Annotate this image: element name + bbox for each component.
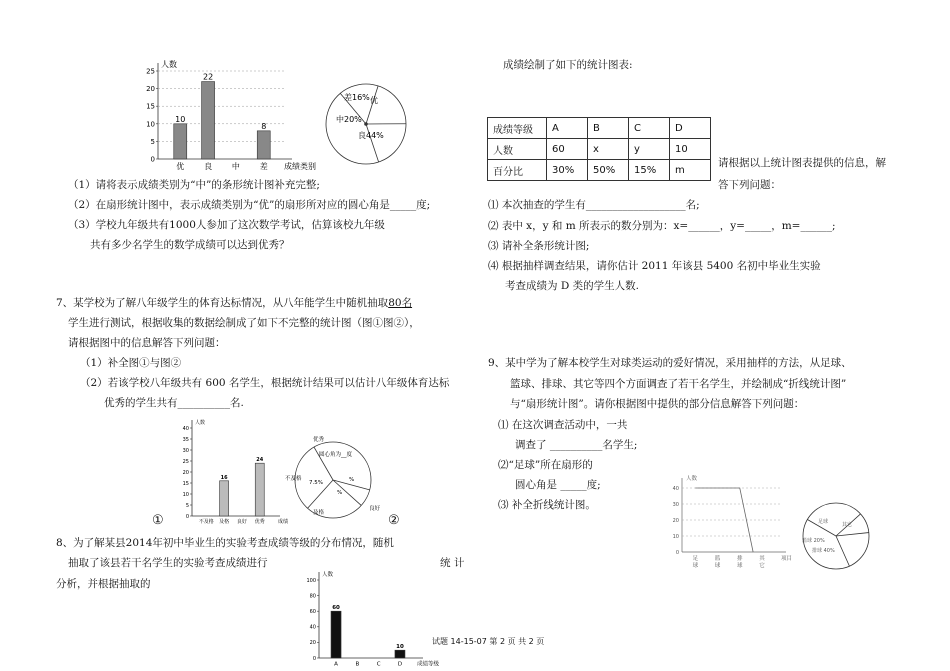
- table-cell: 成绩等级: [488, 118, 547, 139]
- y-tick-label: 20: [672, 518, 679, 524]
- y-tick-label: 20: [146, 85, 155, 94]
- x-tick-label: D: [397, 661, 403, 668]
- x-tick-label: 优: [176, 162, 185, 171]
- figure-1-label: ①: [152, 513, 164, 528]
- table-row: [488, 160, 711, 181]
- bar: [257, 131, 270, 159]
- y-tick-label: 25: [182, 458, 189, 465]
- q8-side-2: 答下列问题：: [718, 179, 781, 191]
- table-cell: 10: [670, 139, 711, 160]
- q8-stem: 8、为了解某县2014年初中毕业生的实验考查成绩等级的分布情况，随机: [56, 537, 394, 549]
- x-axis-label: 成绩类别: [284, 162, 316, 171]
- y-axis-label: 人数: [322, 572, 334, 578]
- pie-slice-label: %: [337, 490, 343, 496]
- pie-slice-label: 排球 40%: [812, 548, 835, 554]
- pie-center-dot: [364, 122, 368, 126]
- q8-part-2: ⑵ 表中 x，y 和 m 所表示的数分别为：x=______，y=_____，m=______;: [488, 220, 836, 232]
- y-tick-label: 20: [182, 469, 189, 476]
- y-tick-label: 10: [182, 491, 189, 498]
- pie-slice-label: 足球: [818, 519, 829, 525]
- y-tick-label: 20: [309, 640, 316, 647]
- x-axis-label: 成绩等级: [416, 661, 439, 668]
- x-tick-label: 篮: [714, 556, 721, 562]
- bar-value-label: 60: [332, 605, 340, 612]
- bar-value-label: 24: [256, 457, 264, 464]
- table-cell: 百分比: [488, 160, 547, 181]
- x-tick-label: A: [334, 661, 338, 668]
- y-tick-label: 30: [182, 447, 189, 454]
- y-tick-label: 25: [146, 67, 155, 76]
- table-row: [488, 139, 711, 160]
- x-tick-label: 球: [692, 563, 699, 569]
- q7-part-1: （1）补全图①与图②: [80, 357, 182, 369]
- x-tick-label: 足: [692, 556, 699, 562]
- pie-slice-label: 篮球 20%: [802, 538, 825, 544]
- table-cell: C: [629, 118, 670, 139]
- y-axis-label: 人数: [686, 476, 698, 482]
- q8-part-3: ⑶ 请补全条形统计图;: [488, 240, 590, 252]
- x-axis-label: 成绩: [277, 519, 288, 525]
- x-tick-label: 不及格: [198, 519, 214, 525]
- q8-part-1: ⑴ 本次抽查的学生有___________________名;: [488, 199, 700, 211]
- q9-part-3: ⑶ 补全折线统计图。: [498, 499, 596, 511]
- q8-stem-3: 统 计: [440, 557, 465, 569]
- y-tick-label: 100: [306, 577, 316, 584]
- table-cell: 15%: [629, 160, 670, 181]
- y-axis-label: 人数: [161, 60, 177, 69]
- pie-slice-label: 中20%: [336, 115, 362, 124]
- bar-value-label: 10: [175, 114, 186, 124]
- bar: [202, 82, 215, 159]
- bar: [174, 124, 187, 159]
- q7-stem: [56, 296, 412, 310]
- y-tick-label: 15: [146, 102, 155, 111]
- bar-value-label: 8: [261, 121, 267, 131]
- pie-slice-label: 7.5%: [309, 480, 323, 486]
- q7-stem-3: 请根据图中的信息解答下列问题：: [68, 337, 226, 349]
- grade-table: [487, 117, 711, 181]
- table-row: [488, 118, 711, 139]
- table-cell: A: [547, 118, 588, 139]
- y-tick-label: 15: [182, 480, 189, 487]
- figure-2-label: ②: [388, 513, 400, 528]
- page-footer: 试题 14-15-07 第 2 页 共 2 页: [432, 637, 545, 646]
- q7-stem-text: 7、某学校为了解八年级学生的体育达标情况，从八年能学生中随机抽取: [56, 297, 389, 309]
- bar-value-label: 16: [220, 474, 228, 481]
- x-tick-label: C: [376, 661, 381, 668]
- x-tick-label: B: [355, 661, 360, 668]
- y-tick-label: 40: [672, 486, 679, 492]
- pie-slice-label: 优秀: [313, 437, 325, 443]
- table-cell: 30%: [547, 160, 588, 181]
- x-tick-label: 优秀: [254, 519, 265, 525]
- q9-part-1: ⑴ 在这次调查活动中，一共: [498, 419, 628, 431]
- table-cell: 人数: [488, 139, 547, 160]
- table-cell: B: [588, 118, 629, 139]
- q9-stem-2: 篮球、排球、其它等四个方面调查了若干名学生，并绘制成“折线统计图”: [510, 378, 847, 390]
- pie-slice-label: 良好: [369, 506, 381, 512]
- bar-value-label: 22: [202, 72, 214, 82]
- q9-stem: 9、某中学为了解本校学生对球类运动的爱好情况，采用抽样的方法，从足球、: [488, 357, 852, 369]
- x-tick-label: 球: [714, 563, 721, 569]
- pie-slice-label: 不及格: [285, 476, 302, 482]
- bar: [331, 611, 341, 658]
- q9-stem-3: 与“扇形统计图”。请你根据图中提供的部分信息解答下列问题：: [510, 398, 805, 410]
- y-axis-label: 人数: [195, 420, 206, 426]
- pie-slice-label: 良44%: [358, 131, 384, 140]
- table-cell: y: [629, 139, 670, 160]
- x-tick-label: 良好: [236, 519, 247, 525]
- y-tick-label: 0: [185, 513, 189, 520]
- bar-value-label: 10: [396, 644, 404, 651]
- bar: [220, 481, 229, 516]
- chart-grade-bar: [305, 572, 439, 669]
- x-axis-label: 项目: [780, 556, 792, 562]
- table-cell: D: [670, 118, 711, 139]
- y-tick-label: 10: [672, 534, 679, 540]
- pie-slice-label: 圆心角为__度: [319, 452, 353, 458]
- table-cell: 50%: [588, 160, 629, 181]
- chart-fitness-bar: [180, 418, 288, 525]
- pie-slice-label: 差16%: [344, 93, 370, 102]
- q7-sample-size: 80: [388, 297, 402, 309]
- pie-slice-label: 及格: [313, 510, 325, 516]
- chart-sports-line: [660, 470, 800, 575]
- pie-slice-label: 优: [370, 96, 378, 105]
- q8-part-4b: 考查成绩为 D 类的学生人数.: [505, 280, 639, 292]
- q7-unit: 名: [401, 297, 413, 309]
- q9-part-2: ⑵“足球”所在扇形的: [498, 459, 593, 471]
- q7-part-2: （2）若该学校八年级共有 600 名学生，根据统计结果可以估计八年级体育达标: [80, 377, 450, 389]
- x-tick-label: 及格: [219, 519, 230, 525]
- x-tick-label: 其: [759, 556, 765, 562]
- q8-stem-2: 抽取了该县若干名学生的实验考查成绩进行: [68, 557, 268, 569]
- q6-part-3: （3）学校九年级共有1000人参加了这次数学考试，估算该校九年级: [68, 219, 385, 231]
- q9-part-1b: 调查了 __________名学生;: [515, 439, 638, 451]
- y-tick-label: 5: [185, 502, 189, 509]
- y-tick-label: 35: [182, 436, 189, 443]
- x-tick-label: 球: [737, 563, 743, 569]
- pie-slice-label: %: [349, 477, 355, 483]
- x-tick-label: 中: [231, 162, 240, 171]
- y-tick-label: 0: [150, 155, 155, 164]
- q9-part-2b: 圆心角是 _____度;: [515, 479, 601, 491]
- chart-fitness-pie: [285, 432, 390, 527]
- q6-part-2: （2）在扇形统计图中，表示成绩类别为“优”的扇形所对应的圆心角是_____度;: [68, 199, 431, 211]
- q6-part-1: （1）请将表示成绩类别为“中”的条形统计图补充完整;: [68, 179, 320, 191]
- bar: [395, 650, 405, 658]
- x-tick-label: 良: [204, 162, 213, 171]
- y-tick-label: 60: [309, 608, 316, 615]
- q6-part-3b: 共有多少名学生的数学成绩可以达到优秀？: [90, 239, 290, 251]
- q7-part-2b: 优秀的学生共有__________名.: [104, 397, 244, 409]
- table-cell: x: [588, 139, 629, 160]
- table-cell: m: [670, 160, 711, 181]
- y-tick-label: 0: [312, 655, 316, 662]
- y-tick-label: 80: [309, 593, 316, 600]
- q8-intro: 成绩绘制了如下的统计图表:: [503, 59, 633, 71]
- q8-part-4: ⑷ 根据抽样调查结果，请你估计 2011 年该县 5400 名初中毕业生实验: [488, 260, 821, 272]
- pie-slice-label: 其它: [842, 522, 853, 528]
- q7-stem-2: 学生进行测试，根据收集的数据绘制成了如下不完整的统计图（图①图②），: [68, 317, 420, 329]
- y-tick-label: 10: [146, 120, 155, 129]
- bar: [255, 463, 264, 516]
- chart-exam-pie: [322, 80, 412, 170]
- y-tick-label: 5: [150, 137, 155, 146]
- table-cell: 60: [547, 139, 588, 160]
- x-tick-label: 排: [737, 556, 743, 562]
- x-tick-label: 差: [259, 162, 268, 171]
- q8-side-1: 请根据以上统计图表提供的信息，解: [718, 157, 886, 169]
- chart-sports-pie: [800, 500, 875, 575]
- y-tick-label: 40: [309, 624, 316, 631]
- x-tick-label: 它: [759, 563, 765, 569]
- q8-stem-4: 分析，并根据抽取的: [56, 578, 151, 590]
- y-tick-label: 30: [672, 502, 679, 508]
- y-tick-label: 0: [675, 550, 679, 556]
- chart-exam-bar: [140, 55, 316, 171]
- y-tick-label: 40: [182, 425, 189, 432]
